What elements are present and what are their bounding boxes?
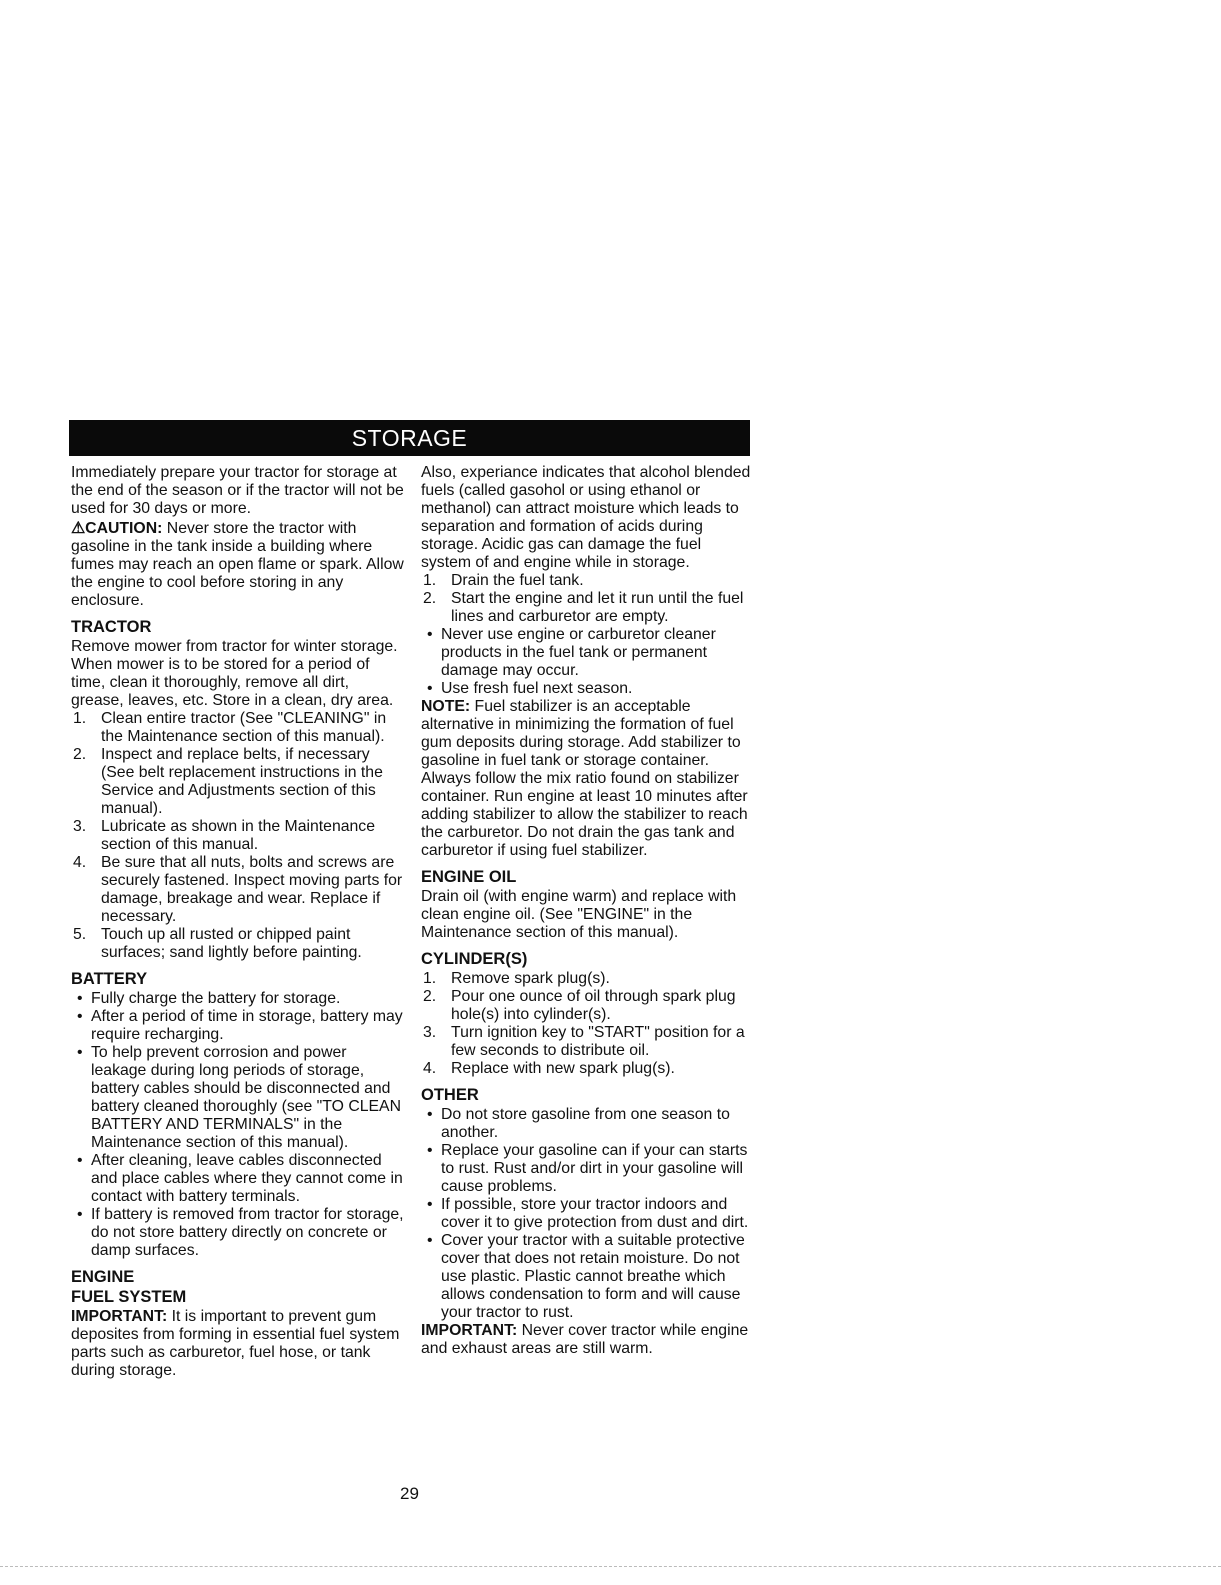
right-column bbox=[421, 464, 751, 1358]
list-item: 3. Lubricate as shown in the Maintenance section of this manual. bbox=[73, 818, 375, 853]
other-heading: OTHER bbox=[421, 1086, 479, 1104]
tractor-text: Remove mower from tractor for winter storage. When mower is to be stored for a period of time, clean it thoroughly, remove all dirt, grease, leaves, etc. Store in a clean, dry area. bbox=[71, 638, 398, 709]
list-item: • After a period of time in storage, battery may require recharging. bbox=[71, 1008, 406, 1044]
caution-paragraph bbox=[71, 520, 406, 610]
list-item: 3. Turn ignition key to "START" position for a few seconds to distribute oil. bbox=[423, 1024, 745, 1059]
list-item: • Use fresh fuel next season. bbox=[421, 680, 751, 698]
list-item: 4. Replace with new spark plug(s). bbox=[423, 1060, 675, 1077]
list-item: • Never use engine or carburetor cleaner products in the fuel tank or permanent damage may occur. bbox=[421, 626, 751, 680]
other-important-paragraph bbox=[421, 1322, 751, 1358]
warning-triangle-icon: ⚠ bbox=[71, 520, 86, 537]
important-label: IMPORTANT: bbox=[421, 1322, 518, 1339]
intro-paragraph: Immediately prepare your tractor for storage at the end of the season or if the tractor will not be used for 30 days or more. bbox=[71, 464, 404, 517]
important-label: IMPORTANT: bbox=[71, 1308, 168, 1325]
battery-bullets bbox=[71, 990, 406, 1260]
list-item: 4. Be sure that all nuts, bolts and screws are securely fastened. Inspect moving parts for damage, breakage and wear. Replace if necessary. bbox=[73, 854, 403, 925]
section-title: STORAGE bbox=[351, 424, 468, 451]
list-item: 1. Remove spark plug(s). bbox=[423, 970, 610, 987]
fuel-system-heading: FUEL SYSTEM bbox=[71, 1288, 187, 1306]
left-column bbox=[71, 464, 406, 1380]
engine-heading: ENGINE bbox=[71, 1268, 135, 1286]
fuel-important-paragraph bbox=[71, 1308, 406, 1380]
caution-label: CAUTION: bbox=[85, 520, 163, 537]
battery-heading: BATTERY bbox=[71, 970, 148, 988]
list-item: 2. Start the engine and let it run until the fuel lines and carburetor are empty. bbox=[423, 590, 744, 625]
note-text: Fuel stabilizer is an acceptable alternative in minimizing the formation of fuel gum deposits during storage. Add stabilizer to gasoline in fuel tank or storage container. Always follow the mix ratio found on stabilizer container. Run engine at least 10 minutes after adding stabilizer to allow the stabilizer to reach the carburetor. Do not drain the gas tank and carburetor if using fuel stabilizer. bbox=[421, 698, 748, 859]
other-bullets bbox=[421, 1106, 751, 1322]
caution-text: Never store the tractor with gasoline in the tank inside a building where fumes may reach an open flame or spark. Allow the engine to cool before storing in any enclosure. bbox=[71, 520, 404, 609]
cylinder-steps bbox=[421, 970, 751, 1078]
list-item: • After cleaning, leave cables disconnected and place cables where they cannot come in contact with battery terminals. bbox=[71, 1152, 406, 1206]
section-title-banner bbox=[69, 420, 750, 456]
list-item: • If possible, store your tractor indoors and cover it to give protection from dust and dirt. bbox=[421, 1196, 751, 1232]
list-item: • Cover your tractor with a suitable protective cover that does not retain moisture. Do not use plastic. Plastic cannot breathe which allows condensation to form and will cause your tractor to rust. bbox=[421, 1232, 751, 1322]
list-item: • Fully charge the battery for storage. bbox=[71, 990, 406, 1008]
cylinders-heading: CYLINDER(S) bbox=[421, 950, 528, 968]
important-text: Never cover tractor while engine and exhaust areas are still warm. bbox=[421, 1322, 749, 1357]
list-item: 2. Inspect and replace belts, if necessary (See belt replacement instructions in the Service and Adjustments section of this manual). bbox=[73, 746, 383, 817]
list-item: 5. Touch up all rusted or chipped paint surfaces; sand lightly before painting. bbox=[73, 926, 362, 961]
page-edge-line bbox=[0, 1566, 1221, 1568]
note-label: NOTE: bbox=[421, 698, 471, 715]
list-item: • Replace your gasoline can if your can starts to rust. Rust and/or dirt in your gasoline will cause problems. bbox=[421, 1142, 751, 1196]
list-item: • If battery is removed from tractor for storage, do not store battery directly on concrete or damp surfaces. bbox=[71, 1206, 406, 1260]
important-text: It is important to prevent gum deposites from forming in essential fuel system parts such as carburetor, fuel hose, or tank during storage. bbox=[71, 1308, 400, 1379]
fuel-steps bbox=[421, 572, 751, 626]
engine-oil-heading: ENGINE OIL bbox=[421, 868, 517, 886]
tractor-steps bbox=[71, 710, 406, 962]
fuel-bullets bbox=[421, 626, 751, 698]
engine-oil-text: Drain oil (with engine warm) and replace with clean engine oil. (See "ENGINE" in the Maintenance section of this manual). bbox=[421, 888, 737, 941]
list-item: • Do not store gasoline from one season to another. bbox=[421, 1106, 751, 1142]
alcohol-fuel-paragraph: Also, experiance indicates that alcohol blended fuels (called gasohol or using ethanol or methanol) can attract moisture which leads to separation and formation of acids during storage. Acidic gas can damage the fuel system of and engine while in storage. bbox=[421, 464, 751, 571]
list-item: 2. Pour one ounce of oil through spark plug hole(s) into cylinder(s). bbox=[423, 988, 736, 1023]
note-paragraph bbox=[421, 698, 751, 860]
list-item: 1. Drain the fuel tank. bbox=[423, 572, 584, 589]
list-item: 1. Clean entire tractor (See "CLEANING" in the Maintenance section of this manual). bbox=[73, 710, 387, 745]
tractor-heading: TRACTOR bbox=[71, 618, 152, 636]
list-item: • To help prevent corrosion and power leakage during long periods of storage, battery cables should be disconnected and battery cleaned thoroughly (see "TO CLEAN BATTERY AND TERMINALS" in the Maintenance section of this manual). bbox=[71, 1044, 406, 1152]
page-number: 29 bbox=[400, 1484, 419, 1503]
